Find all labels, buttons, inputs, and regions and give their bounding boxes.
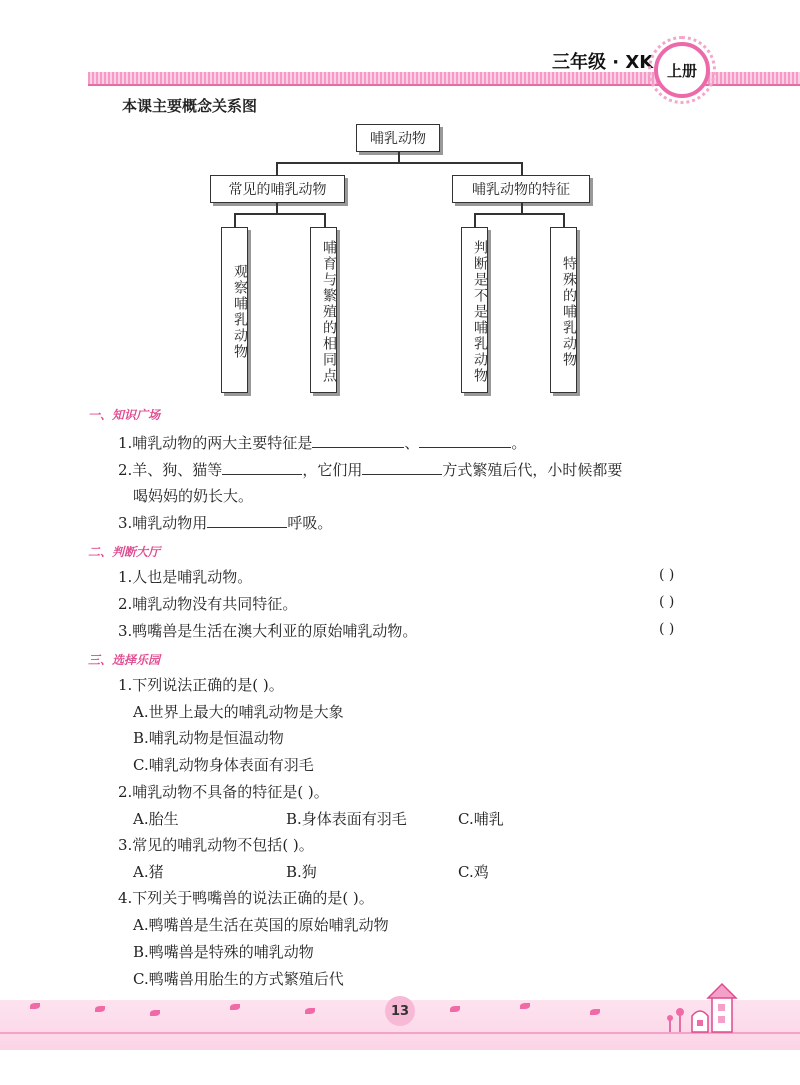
answer-blank[interactable] <box>419 433 511 448</box>
volume-badge: 上册 <box>654 42 710 98</box>
answer-blank[interactable] <box>312 433 404 448</box>
choice-option[interactable]: B.鸭嘴兽是特殊的哺乳动物 <box>133 943 314 961</box>
concept-map-title: 本课主要概念关系图 <box>122 97 258 115</box>
connector <box>276 203 278 213</box>
connector <box>324 213 326 227</box>
connector <box>521 162 523 175</box>
leaf-decoration <box>30 1003 40 1009</box>
connector <box>234 213 236 227</box>
choice-option[interactable]: A.猪 <box>133 863 164 881</box>
question-text: 。 <box>511 434 527 452</box>
question <box>118 512 332 533</box>
question-text: 、 <box>404 434 420 452</box>
answer-paren[interactable]: ( ) <box>659 594 675 610</box>
question <box>118 459 622 480</box>
connector <box>474 213 476 227</box>
judge-item: 3.鸭嘴兽是生活在澳大利亚的原始哺乳动物。 <box>118 622 418 640</box>
choice-stem: 3.常见的哺乳动物不包括( )。 <box>118 836 314 854</box>
connector <box>276 162 278 175</box>
leaf-decoration <box>520 1003 530 1009</box>
connector <box>474 213 564 215</box>
choice-option[interactable]: A.世界上最大的哺乳动物是大象 <box>133 703 344 721</box>
concept-leaf: 观察哺乳动物 <box>221 227 248 393</box>
section-title: 三、选择乐园 <box>88 653 161 667</box>
concept-left: 常见的哺乳动物 <box>210 175 345 203</box>
choice-option[interactable]: A.胎生 <box>133 810 179 828</box>
concept-root: 哺乳动物 <box>356 124 440 152</box>
choice-stem: 2.哺乳动物不具备的特征是( )。 <box>118 783 329 801</box>
choice-option[interactable]: C.鸭嘴兽用胎生的方式繁殖后代 <box>133 970 344 988</box>
leaf-decoration <box>95 1006 105 1012</box>
leaf-decoration <box>150 1010 160 1016</box>
connector <box>398 152 400 162</box>
concept-right: 哺乳动物的特征 <box>452 175 590 203</box>
page-number: 13 <box>385 996 415 1026</box>
judge-item: 2.哺乳动物没有共同特征。 <box>118 595 298 613</box>
choice-option[interactable]: B.狗 <box>286 863 317 881</box>
choice-option[interactable]: B.身体表面有羽毛 <box>286 810 407 828</box>
concept-leaf: 哺育与繁殖的相同点 <box>310 227 337 393</box>
answer-blank[interactable] <box>207 513 287 528</box>
section-title: 二、判断大厅 <box>88 545 161 559</box>
leaf-decoration <box>450 1006 460 1012</box>
connector <box>563 213 565 227</box>
choice-option[interactable]: B.哺乳动物是恒温动物 <box>133 729 284 747</box>
leaf-decoration <box>305 1008 315 1014</box>
choice-option[interactable]: C.鸡 <box>458 863 489 881</box>
choice-option[interactable]: C.哺乳动物身体表面有羽毛 <box>133 756 314 774</box>
concept-leaf: 特殊的哺乳动物 <box>550 227 577 393</box>
answer-paren[interactable]: ( ) <box>659 621 675 637</box>
question-text: 方式繁殖后代，小时候都要 <box>442 461 623 479</box>
question-text: 喝妈妈的奶长大。 <box>133 487 254 505</box>
answer-blank[interactable] <box>362 460 442 475</box>
connector <box>234 213 325 215</box>
house-icon <box>660 980 740 1036</box>
concept-leaf: 判断是不是哺乳动物 <box>461 227 488 393</box>
judge-item: 1.人也是哺乳动物。 <box>118 568 253 586</box>
leaf-decoration <box>590 1009 600 1015</box>
leaf-decoration <box>230 1004 240 1010</box>
choice-option[interactable]: C.哺乳 <box>458 810 504 828</box>
question <box>118 432 526 453</box>
grade-label: 三年级 · XK <box>552 52 654 73</box>
question-text: 2.羊、狗、猫等 <box>118 461 223 479</box>
connector <box>521 203 523 213</box>
choice-stem: 4.下列关于鸭嘴兽的说法正确的是( )。 <box>118 889 374 907</box>
choice-option[interactable]: A.鸭嘴兽是生活在英国的原始哺乳动物 <box>133 916 389 934</box>
question-text: ，它们用 <box>302 461 363 479</box>
answer-blank[interactable] <box>222 460 302 475</box>
question-text: 3.哺乳动物用 <box>118 514 208 532</box>
question-text: 呼吸。 <box>287 514 333 532</box>
choice-stem: 1.下列说法正确的是( )。 <box>118 676 284 694</box>
question-text: 1.哺乳动物的两大主要特征是 <box>118 434 313 452</box>
section-title: 一、知识广场 <box>88 408 161 422</box>
answer-paren[interactable]: ( ) <box>659 567 675 583</box>
connector <box>276 162 522 164</box>
